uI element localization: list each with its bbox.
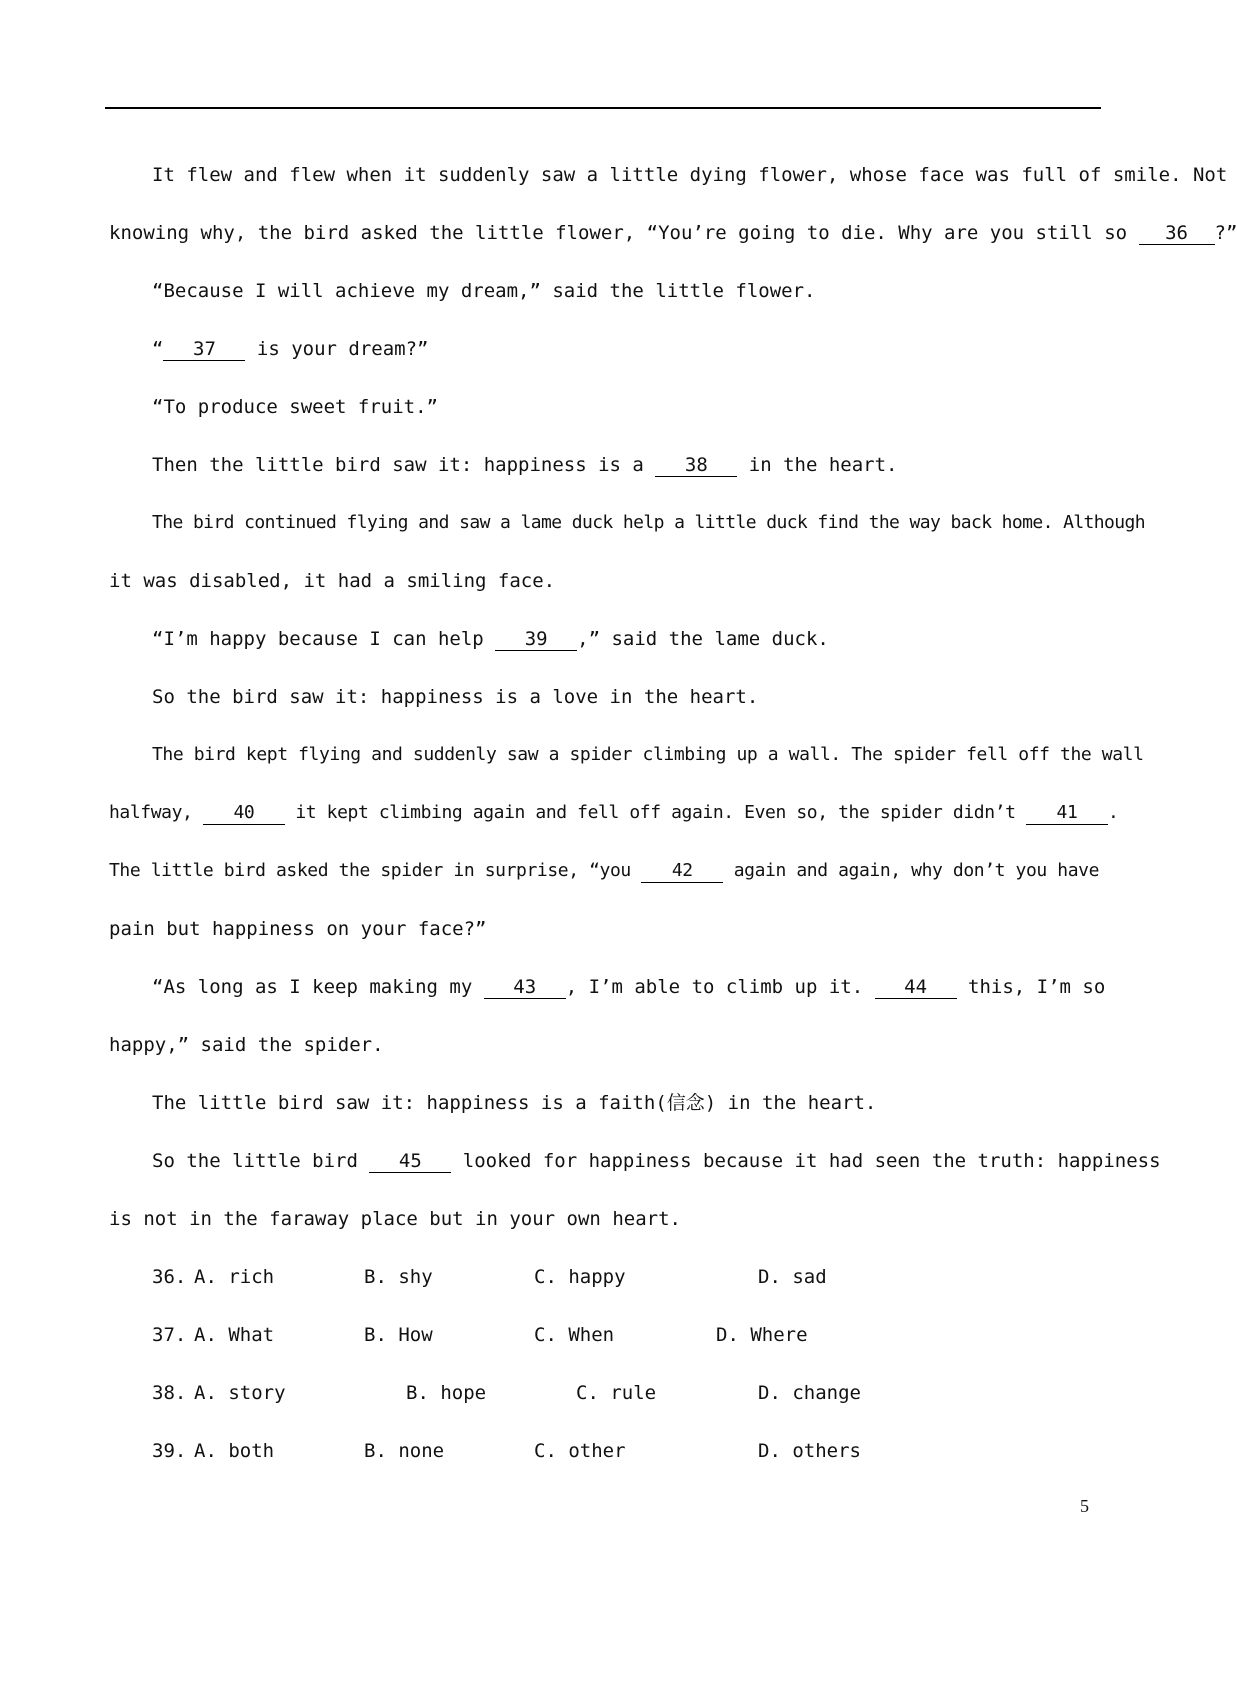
passage-line — [152, 509, 1145, 537]
line-text: it kept climbing again and fell off again. Even so, the spider didn’t — [284, 802, 1026, 823]
line-text: pain but happiness on your face?” — [109, 918, 487, 940]
option-d: D. change — [758, 1382, 861, 1404]
passage-line — [152, 335, 1101, 363]
option-c: C. happy — [534, 1266, 626, 1288]
line-text: “I’m happy because I can help — [152, 628, 496, 650]
option-b: B. shy — [364, 1266, 433, 1288]
question-number: 39. — [152, 1440, 187, 1462]
blank-37: 37 — [163, 338, 245, 361]
blank-41: 41 — [1026, 802, 1108, 825]
line-text: it was disabled, it had a smiling face. — [109, 570, 556, 592]
line-text: “Because I will achieve my dream,” said the little flower. — [152, 280, 816, 302]
line-text: The bird continued flying and saw a lame duck help a little duck find the way back home. Although — [152, 512, 1145, 533]
blank-39: 39 — [495, 628, 577, 651]
line-text: happy,” said the spider. — [109, 1034, 384, 1056]
line-text: The little bird saw it: happiness is a faith(信念) in the heart. — [152, 1092, 877, 1114]
line-text: knowing why, the bird asked the little flower, “You’re going to die. Why are you still so — [109, 222, 1139, 244]
passage-line — [152, 1089, 1101, 1117]
passage-line — [109, 567, 1101, 595]
question-number: 38. — [152, 1382, 187, 1404]
question-number: 37. — [152, 1324, 187, 1346]
line-text: The little bird asked the spider in surprise, “you — [109, 860, 642, 881]
passage-line — [152, 451, 1101, 479]
option-c: C. other — [534, 1440, 626, 1462]
option-d: D. sad — [758, 1266, 827, 1288]
line-text: ?” — [1214, 222, 1237, 244]
line-text: . — [1107, 802, 1119, 823]
line-text: It flew and flew when it suddenly saw a little dying flower, whose face was full of smile. Not — [152, 164, 1228, 186]
option-d: D. Where — [716, 1324, 808, 1346]
line-text: The bird kept flying and suddenly saw a spider climbing up a wall. The spider fell off the wall — [152, 744, 1144, 765]
passage-line — [152, 1147, 1161, 1175]
passage-line — [152, 277, 1101, 305]
blank-36: 36 — [1139, 222, 1215, 245]
line-text: is not in the faraway place but in your own heart. — [109, 1208, 681, 1230]
line-text: in the heart. — [737, 454, 898, 476]
line-text: So the bird saw it: happiness is a love in the heart. — [152, 686, 759, 708]
passage-line — [152, 625, 1101, 653]
passage-line — [109, 857, 1101, 885]
option-c: C. When — [534, 1324, 615, 1346]
blank-38: 38 — [655, 454, 737, 477]
line-text: again and again, why don’t you have — [723, 860, 1100, 881]
blank-45: 45 — [369, 1150, 451, 1173]
passage-line — [109, 1031, 1101, 1059]
passage-line — [152, 393, 1101, 421]
option-a: A. both — [194, 1440, 275, 1462]
line-text: looked for happiness because it had seen the truth: happiness — [451, 1150, 1161, 1172]
passage-line — [109, 799, 1119, 827]
blank-40: 40 — [203, 802, 285, 825]
option-a: A. rich — [194, 1266, 275, 1288]
passage-line — [152, 161, 1228, 189]
option-b: B. hope — [406, 1382, 487, 1404]
line-text: ,” said the lame duck. — [577, 628, 829, 650]
line-text: is your dream?” — [245, 338, 429, 360]
passage-line — [109, 915, 1101, 943]
option-a: A. What — [194, 1324, 275, 1346]
passage-line — [152, 741, 1144, 769]
line-text: “As long as I keep making my — [152, 976, 484, 998]
line-text: So the little bird — [152, 1150, 370, 1172]
option-a: A. story — [194, 1382, 286, 1404]
page-number: 5 — [1080, 1496, 1089, 1516]
line-text: Then the little bird saw it: happiness is a — [152, 454, 656, 476]
option-c: C. rule — [576, 1382, 657, 1404]
line-text: “ — [152, 338, 164, 360]
blank-42: 42 — [641, 860, 723, 883]
passage-line — [152, 973, 1106, 1001]
blank-44: 44 — [875, 976, 957, 999]
line-text: “To produce sweet fruit.” — [152, 396, 438, 418]
line-text: halfway, — [109, 802, 203, 823]
line-text: this, I’m so — [956, 976, 1106, 998]
question-number: 36. — [152, 1266, 187, 1288]
blank-43: 43 — [484, 976, 566, 999]
header-rule — [105, 107, 1101, 109]
option-b: B. How — [364, 1324, 433, 1346]
passage-line — [109, 219, 1237, 247]
line-text: , I’m able to climb up it. — [565, 976, 875, 998]
passage-line — [109, 1205, 1101, 1233]
passage-line — [152, 683, 1101, 711]
option-d: D. others — [758, 1440, 861, 1462]
option-b: B. none — [364, 1440, 445, 1462]
